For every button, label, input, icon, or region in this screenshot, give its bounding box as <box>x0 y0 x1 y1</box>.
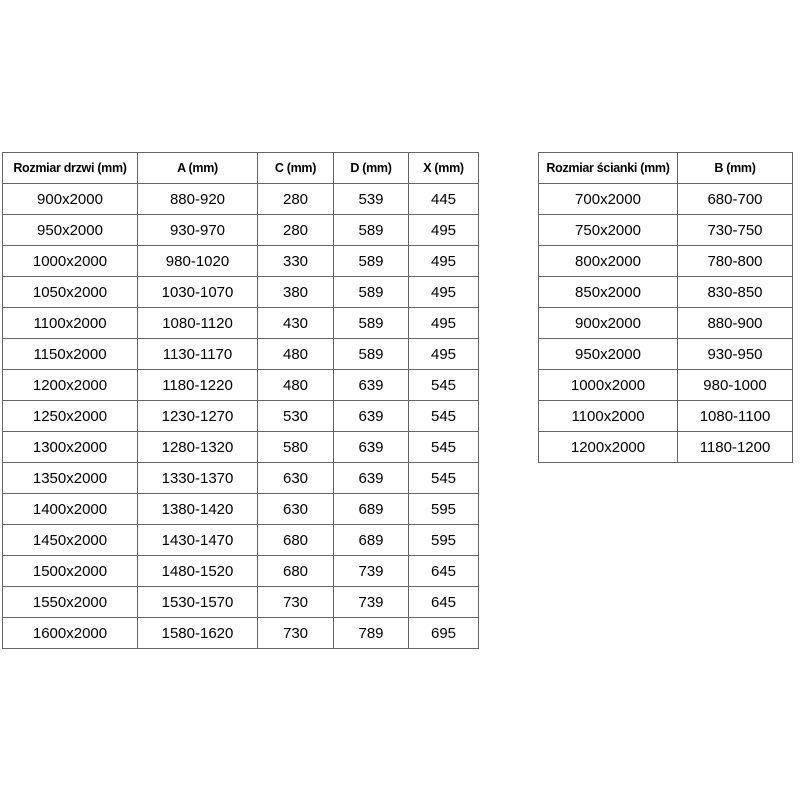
table-cell: 830-850 <box>678 277 793 308</box>
table-cell: 789 <box>334 618 409 649</box>
table-cell: 1400x2000 <box>3 494 138 525</box>
table-cell: 950x2000 <box>3 215 138 246</box>
table-cell: 695 <box>409 618 479 649</box>
table-cell: 689 <box>334 525 409 556</box>
table-cell: 645 <box>409 556 479 587</box>
table-cell: 595 <box>409 525 479 556</box>
table-cell: 980-1020 <box>138 246 258 277</box>
table-cell: 639 <box>334 432 409 463</box>
table-row <box>3 308 479 339</box>
column-header: D (mm) <box>334 153 409 184</box>
table-cell: 1350x2000 <box>3 463 138 494</box>
table-cell: 1200x2000 <box>539 432 678 463</box>
table-cell: 1450x2000 <box>3 525 138 556</box>
table-cell: 430 <box>258 308 334 339</box>
table-cell: 495 <box>409 308 479 339</box>
table-cell: 545 <box>409 432 479 463</box>
table-row <box>539 184 793 215</box>
table-cell: 930-970 <box>138 215 258 246</box>
table-cell: 1080-1120 <box>138 308 258 339</box>
table-row <box>3 215 479 246</box>
table-row <box>539 246 793 277</box>
table-cell: 589 <box>334 339 409 370</box>
table-row <box>539 277 793 308</box>
table-cell: 1130-1170 <box>138 339 258 370</box>
table-row <box>3 556 479 587</box>
column-header: A (mm) <box>138 153 258 184</box>
table-cell: 1480-1520 <box>138 556 258 587</box>
table-cell: 445 <box>409 184 479 215</box>
table-cell: 1580-1620 <box>138 618 258 649</box>
table-cell: 330 <box>258 246 334 277</box>
table-cell: 380 <box>258 277 334 308</box>
table-cell: 1100x2000 <box>3 308 138 339</box>
table-cell: 545 <box>409 401 479 432</box>
table-cell: 639 <box>334 463 409 494</box>
header-row <box>539 153 793 184</box>
table-cell: 900x2000 <box>539 308 678 339</box>
table-cell: 495 <box>409 339 479 370</box>
table-cell: 1080-1100 <box>678 401 793 432</box>
table-cell: 639 <box>334 401 409 432</box>
table-row <box>539 370 793 401</box>
table-cell: 680 <box>258 525 334 556</box>
table-cell: 1500x2000 <box>3 556 138 587</box>
table-cell: 545 <box>409 463 479 494</box>
table-cell: 545 <box>409 370 479 401</box>
table-cell: 589 <box>334 277 409 308</box>
table-cell: 750x2000 <box>539 215 678 246</box>
table-row <box>539 432 793 463</box>
table-cell: 639 <box>334 370 409 401</box>
table-cell: 730 <box>258 587 334 618</box>
table-row <box>539 401 793 432</box>
door-sizes-table <box>2 152 479 649</box>
table-cell: 1600x2000 <box>3 618 138 649</box>
table-cell: 800x2000 <box>539 246 678 277</box>
column-header: Rozmiar ścianki (mm) <box>539 153 678 184</box>
table-row <box>539 339 793 370</box>
table-row <box>539 308 793 339</box>
table-cell: 730 <box>258 618 334 649</box>
table-cell: 480 <box>258 370 334 401</box>
table-cell: 700x2000 <box>539 184 678 215</box>
table-cell: 780-800 <box>678 246 793 277</box>
table-cell: 539 <box>334 184 409 215</box>
table-cell: 1050x2000 <box>3 277 138 308</box>
table-row <box>3 618 479 649</box>
table-cell: 1430-1470 <box>138 525 258 556</box>
table-cell: 589 <box>334 215 409 246</box>
table-row <box>3 432 479 463</box>
table-row <box>3 401 479 432</box>
column-header: X (mm) <box>409 153 479 184</box>
table-cell: 595 <box>409 494 479 525</box>
table-row <box>3 339 479 370</box>
table-cell: 1000x2000 <box>3 246 138 277</box>
table-cell: 495 <box>409 277 479 308</box>
table-cell: 1150x2000 <box>3 339 138 370</box>
table-cell: 1530-1570 <box>138 587 258 618</box>
table-cell: 980-1000 <box>678 370 793 401</box>
table-row <box>3 277 479 308</box>
table-row <box>3 246 479 277</box>
table-cell: 280 <box>258 184 334 215</box>
table-cell: 1380-1420 <box>138 494 258 525</box>
table-cell: 1280-1320 <box>138 432 258 463</box>
table-cell: 680-700 <box>678 184 793 215</box>
table-row <box>3 370 479 401</box>
column-header: B (mm) <box>678 153 793 184</box>
table-cell: 730-750 <box>678 215 793 246</box>
table-cell: 645 <box>409 587 479 618</box>
table-cell: 880-900 <box>678 308 793 339</box>
table-cell: 630 <box>258 463 334 494</box>
table-cell: 589 <box>334 246 409 277</box>
table-cell: 1300x2000 <box>3 432 138 463</box>
table-cell: 1330-1370 <box>138 463 258 494</box>
table-cell: 1250x2000 <box>3 401 138 432</box>
table-row <box>3 525 479 556</box>
table-cell: 880-920 <box>138 184 258 215</box>
table-cell: 689 <box>334 494 409 525</box>
table-cell: 950x2000 <box>539 339 678 370</box>
table-cell: 680 <box>258 556 334 587</box>
column-header: C (mm) <box>258 153 334 184</box>
table-cell: 495 <box>409 246 479 277</box>
table-cell: 1230-1270 <box>138 401 258 432</box>
table-cell: 930-950 <box>678 339 793 370</box>
table-cell: 495 <box>409 215 479 246</box>
table-cell: 589 <box>334 308 409 339</box>
table-cell: 739 <box>334 556 409 587</box>
table-cell: 1200x2000 <box>3 370 138 401</box>
column-header: Rozmiar drzwi (mm) <box>3 153 138 184</box>
table-cell: 1180-1200 <box>678 432 793 463</box>
table-cell: 1550x2000 <box>3 587 138 618</box>
table-cell: 630 <box>258 494 334 525</box>
table-cell: 480 <box>258 339 334 370</box>
table-cell: 530 <box>258 401 334 432</box>
table-cell: 900x2000 <box>3 184 138 215</box>
header-row <box>3 153 479 184</box>
table-row <box>3 494 479 525</box>
wall-panel-sizes-table <box>538 152 793 463</box>
table-cell: 1000x2000 <box>539 370 678 401</box>
table-row <box>3 184 479 215</box>
table-row <box>3 587 479 618</box>
table-cell: 850x2000 <box>539 277 678 308</box>
table-cell: 1100x2000 <box>539 401 678 432</box>
table-cell: 280 <box>258 215 334 246</box>
table-cell: 580 <box>258 432 334 463</box>
table-cell: 739 <box>334 587 409 618</box>
table-cell: 1180-1220 <box>138 370 258 401</box>
table-cell: 1030-1070 <box>138 277 258 308</box>
table-row <box>539 215 793 246</box>
table-row <box>3 463 479 494</box>
